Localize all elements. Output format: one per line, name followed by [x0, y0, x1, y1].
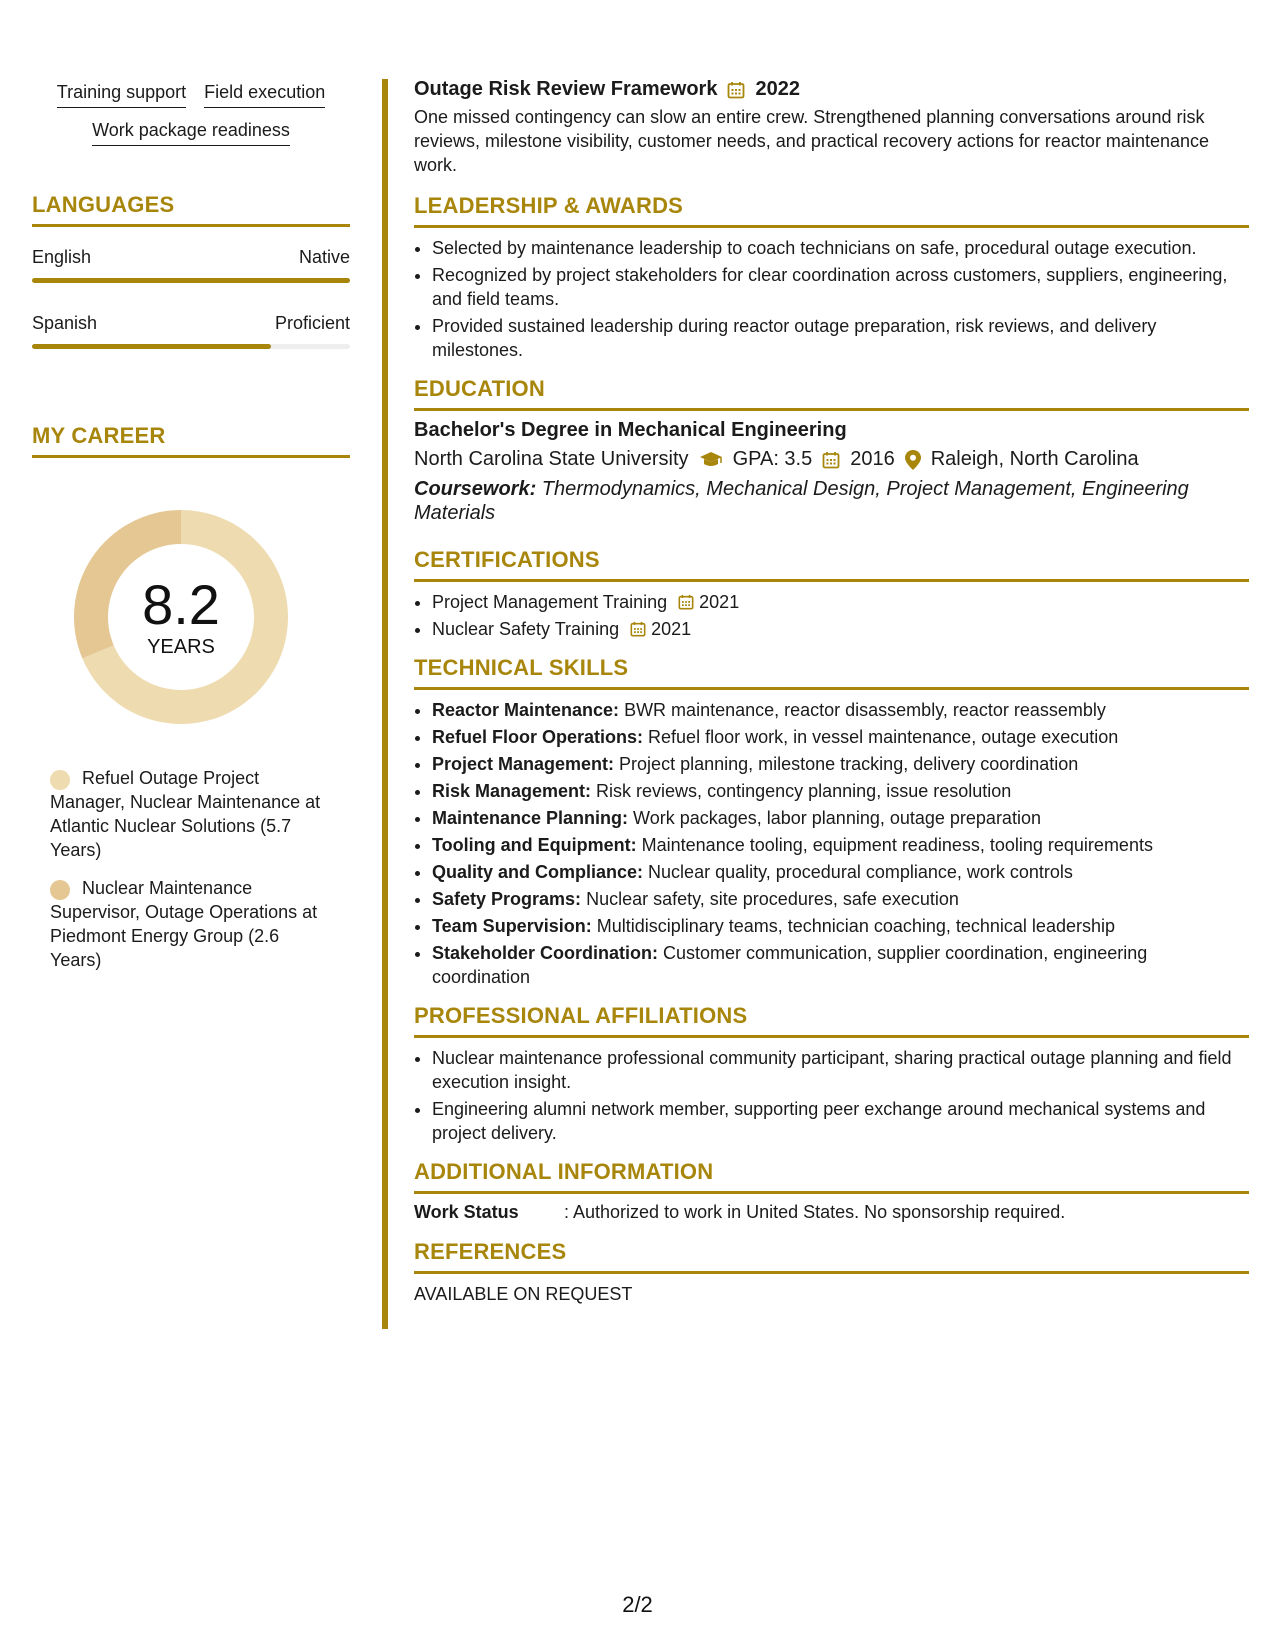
career-item — [32, 766, 330, 862]
skill-tag: Training support — [57, 80, 186, 108]
leadership-heading: LEADERSHIP & AWARDS — [414, 193, 1249, 228]
list-item — [432, 860, 1249, 884]
languages-heading: LANGUAGES — [32, 192, 350, 227]
certification-name: Project Management Training — [432, 592, 668, 612]
career-item — [32, 876, 330, 972]
language-item — [32, 313, 350, 349]
project-description: One missed contingency can slow an entire crew. Strengthened planning conversations around risk reviews, milestone visibility, customer needs, and practical recovery actions for reactor maintenance work. — [414, 107, 1210, 175]
references-section — [414, 1239, 1249, 1305]
career-item-text: Refuel Outage Project Manager, Nuclear Maintenance at Atlantic Nuclear Solutions (5.7 Years) — [50, 768, 321, 860]
skill-name: Tooling and Equipment: — [432, 835, 637, 855]
languages-section — [32, 192, 350, 349]
language-level: Native — [298, 247, 350, 267]
skill-name: Maintenance Planning: — [432, 808, 629, 828]
gpa: GPA: 3.5 — [732, 448, 813, 470]
language-level: Proficient — [274, 313, 350, 333]
coursework — [414, 477, 1249, 525]
skill-value: Refuel floor work, in vessel maintenance, outage execution — [643, 727, 1119, 747]
calendar-icon — [727, 81, 745, 99]
list-item — [432, 941, 1249, 989]
list-item: • Provided sustained leadership during reactor outage preparation, risk reviews, and delivery milestones. — [432, 314, 1249, 362]
skill-name: Project Management: — [432, 754, 615, 774]
language-name: English — [32, 247, 92, 267]
coursework-list: Thermodynamics, Mechanical Design, Project Management, Engineering Materials — [414, 478, 1189, 524]
language-bar-fill — [32, 278, 350, 283]
skill-name: Reactor Maintenance: — [432, 700, 620, 720]
language-bar-fill — [32, 344, 271, 349]
career-heading: MY CAREER — [32, 423, 350, 458]
list-item: • Selected by maintenance leadership to coach technicians on safe, procedural outage execution. — [432, 236, 1249, 260]
list-item — [432, 752, 1249, 776]
degree-title: Bachelor's Degree in Mechanical Engineering — [414, 419, 847, 441]
project-title: Outage Risk Review Framework — [414, 78, 718, 100]
graduation-cap-icon — [699, 451, 723, 469]
location-pin-icon — [905, 450, 921, 470]
main-content — [414, 78, 1249, 1305]
list-item: • Nuclear maintenance professional community participant, sharing practical outage planning and field execution insight. — [432, 1046, 1249, 1094]
career-total-label: YEARS — [147, 635, 215, 658]
certification-year: 2021 — [699, 592, 740, 612]
skill-value: Customer communication, supplier coordination, engineering coordination — [432, 943, 1148, 987]
language-item — [32, 247, 350, 283]
skill-name: Risk Management: — [432, 781, 592, 801]
work-status-value: : Authorized to work in United States. No sponsorship required. — [564, 1202, 1066, 1222]
skill-name: Stakeholder Coordination: — [432, 943, 659, 963]
language-bar — [32, 344, 350, 349]
career-total-value: 8.2 — [142, 572, 220, 636]
school-name: North Carolina State University — [414, 448, 689, 470]
skill-tag: Field execution — [204, 80, 325, 108]
skill-name: Team Supervision: — [432, 916, 592, 936]
career-legend-dot — [50, 770, 70, 790]
certification-year: 2021 — [651, 619, 692, 639]
skill-value: BWR maintenance, reactor disassembly, reactor reassembly — [619, 700, 1106, 720]
list-item — [432, 914, 1249, 938]
list-item: • Engineering alumni network member, supporting peer exchange around mechanical systems and project delivery. — [432, 1097, 1249, 1145]
list-item — [432, 698, 1249, 722]
list-item — [432, 779, 1249, 803]
list-item — [432, 887, 1249, 911]
skill-value: Risk reviews, contingency planning, issue resolution — [591, 781, 1012, 801]
list-item — [432, 806, 1249, 830]
affiliations-heading: PROFESSIONAL AFFILIATIONS — [414, 1003, 1249, 1038]
skill-tags — [32, 80, 350, 146]
calendar-icon — [630, 621, 646, 637]
list-item: • Recognized by project stakeholders for clear coordination across customers, suppliers, engineering, and field teams. — [432, 263, 1249, 311]
work-status-label: Work Status — [414, 1202, 519, 1222]
career-item-text: Nuclear Maintenance Supervisor, Outage Operations at Piedmont Energy Group (2.6 Years) — [50, 878, 318, 970]
school-location: Raleigh, North Carolina — [930, 448, 1139, 470]
language-name: Spanish — [32, 313, 98, 333]
skill-tag: Work package readiness — [92, 118, 290, 146]
column-divider — [382, 79, 388, 1329]
certifications-heading: CERTIFICATIONS — [414, 547, 1249, 582]
career-section — [32, 423, 350, 972]
list-item — [432, 617, 1249, 641]
skill-value: Project planning, milestone tracking, delivery coordination — [614, 754, 1079, 774]
calendar-icon — [678, 594, 694, 610]
calendar-icon — [822, 451, 840, 469]
skill-value: Maintenance tooling, equipment readiness, tooling requirements — [636, 835, 1153, 855]
skills-section — [414, 655, 1249, 989]
references-text: AVAILABLE ON REQUEST — [414, 1284, 633, 1304]
list-item — [432, 833, 1249, 857]
coursework-label: Coursework: — [414, 478, 537, 500]
list-item — [432, 590, 1249, 614]
references-heading: REFERENCES — [414, 1239, 1249, 1274]
skill-value: Multidisciplinary teams, technician coaching, technical leadership — [591, 916, 1115, 936]
skill-name: Quality and Compliance: — [432, 862, 644, 882]
career-donut-chart — [66, 502, 296, 732]
leadership-section — [414, 193, 1249, 362]
skill-name: Refuel Floor Operations: — [432, 727, 644, 747]
language-bar — [32, 278, 350, 283]
education-heading: EDUCATION — [414, 376, 1249, 411]
additional-section — [414, 1159, 1249, 1223]
certifications-section — [414, 547, 1249, 641]
career-legend-dot — [50, 880, 70, 900]
project-year: 2022 — [755, 78, 800, 100]
certification-name: Nuclear Safety Training — [432, 619, 620, 639]
education-section — [414, 376, 1249, 525]
affiliations-section — [414, 1003, 1249, 1145]
skill-value: Nuclear quality, procedural compliance, work controls — [643, 862, 1073, 882]
list-item — [432, 725, 1249, 749]
additional-heading: ADDITIONAL INFORMATION — [414, 1159, 1249, 1194]
project-entry — [414, 78, 1249, 177]
skill-value: Nuclear safety, site procedures, safe execution — [581, 889, 959, 909]
sidebar — [32, 80, 350, 972]
page-number: 2/2 — [622, 1592, 653, 1617]
graduation-year: 2016 — [850, 448, 895, 470]
skill-value: Work packages, labor planning, outage preparation — [628, 808, 1041, 828]
skill-name: Safety Programs: — [432, 889, 582, 909]
skills-heading: TECHNICAL SKILLS — [414, 655, 1249, 690]
